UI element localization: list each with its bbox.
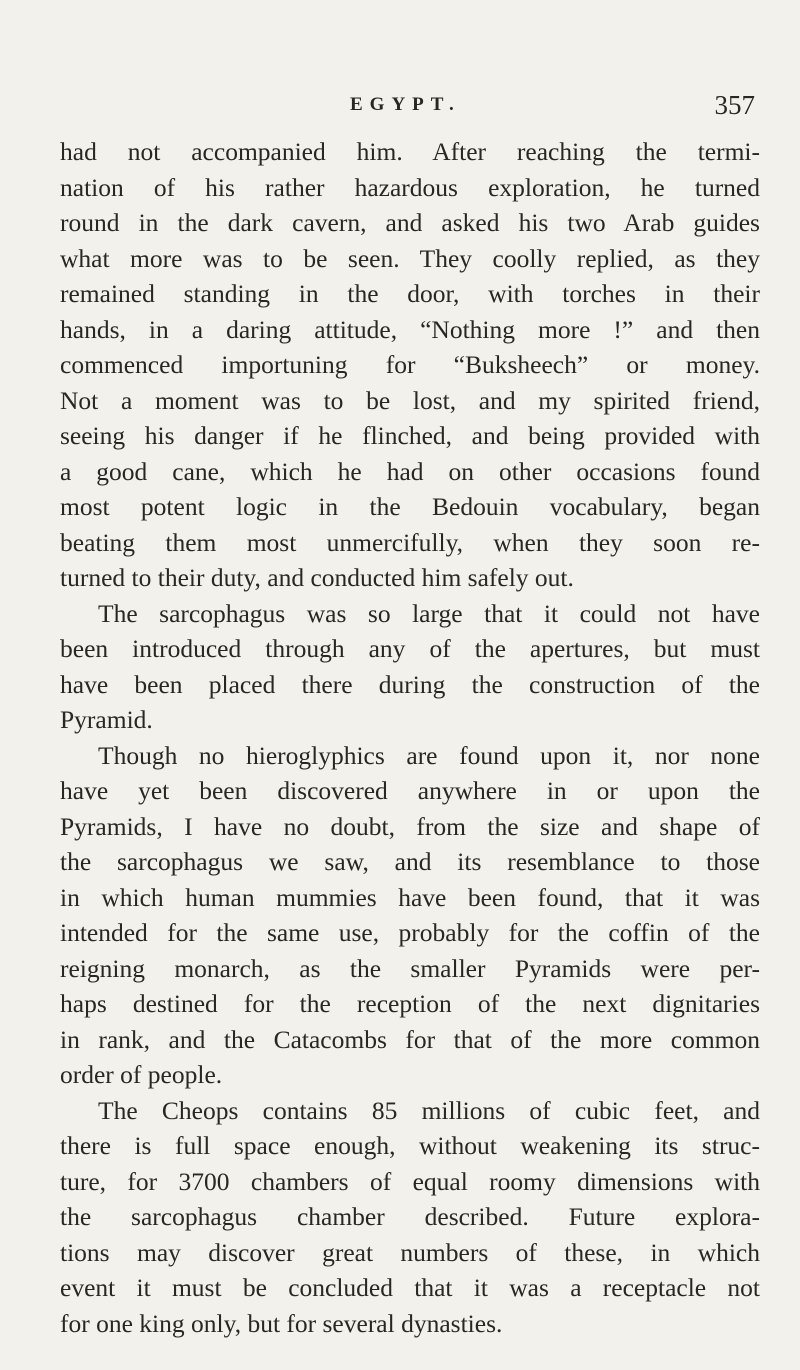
- text-line: had not accompanied him. After reaching the termi-: [60, 137, 760, 166]
- text-line: most potent logic in the Bedouin vocabulary, began: [60, 492, 760, 521]
- text-line: event it must be concluded that it was a receptacle not: [60, 1273, 760, 1302]
- text-line: in rank, and the Catacombs for that of the more common: [60, 1024, 760, 1054]
- text-line: been introduced through any of the apertures, but must: [60, 634, 760, 663]
- text-line: haps destined for the reception of the next dignitaries: [60, 989, 760, 1018]
- text-line: remained standing in the door, with torches in their: [60, 279, 760, 308]
- text-line: intended for the same use, probably for the coffin of the: [60, 918, 760, 947]
- text-line: nation of his rather hazardous exploration, he turned: [60, 172, 760, 202]
- text-line: the sarcophagus we saw, and its resemblance to those: [60, 847, 760, 876]
- body-text: [60, 134, 760, 1341]
- text-line: order of people.: [60, 1060, 223, 1089]
- text-line: for one king only, but for several dynasties.: [60, 1308, 503, 1338]
- text-line: seeing his danger if he flinched, and being provided with: [60, 421, 760, 450]
- running-head: EGYPT.: [350, 94, 461, 115]
- text-line: in which human mummies have been found, that it was: [60, 882, 760, 912]
- text-line: ture, for 3700 chambers of equal roomy dimensions with: [60, 1166, 760, 1196]
- paragraph-first-line: The sarcophagus was so large that it could not have: [98, 598, 760, 628]
- page-header: [60, 90, 760, 130]
- text-line: round in the dark cavern, and asked his two Arab guides: [60, 208, 760, 237]
- text-line: tions may discover great numbers of these, in which: [60, 1237, 760, 1267]
- paragraph-first-line: Though no hieroglyphics are found upon it, nor none: [98, 740, 760, 770]
- text-line: a good cane, which he had on other occasions found: [60, 456, 760, 486]
- text-line: have been placed there during the construction of the: [60, 669, 760, 699]
- text-line: Not a moment was to be lost, and my spirited friend,: [60, 385, 760, 415]
- text-line: beating them most unmercifully, when they soon re-: [60, 527, 760, 557]
- text-line: have yet been discovered anywhere in or upon the: [60, 776, 760, 805]
- paragraph-first-line: The Cheops contains 85 millions of cubic feet, and: [98, 1095, 760, 1125]
- text-line: what more was to be seen. They coolly replied, as they: [60, 243, 760, 273]
- text-line: Pyramids, I have no doubt, from the size and shape of: [60, 811, 760, 841]
- text-line: commenced importuning for “Buksheech” or money.: [60, 350, 760, 379]
- text-line: there is full space enough, without weakening its struc-: [60, 1131, 760, 1160]
- text-line: Pyramid.: [60, 705, 153, 734]
- text-line: reigning monarch, as the smaller Pyramids were per-: [60, 953, 760, 983]
- text-line: hands, in a daring attitude, “Nothing more !” and then: [60, 314, 760, 344]
- text-line: turned to their duty, and conducted him safely out.: [60, 563, 574, 592]
- text-line: the sarcophagus chamber described. Future explora-: [60, 1202, 760, 1231]
- page-number: 357: [714, 90, 755, 120]
